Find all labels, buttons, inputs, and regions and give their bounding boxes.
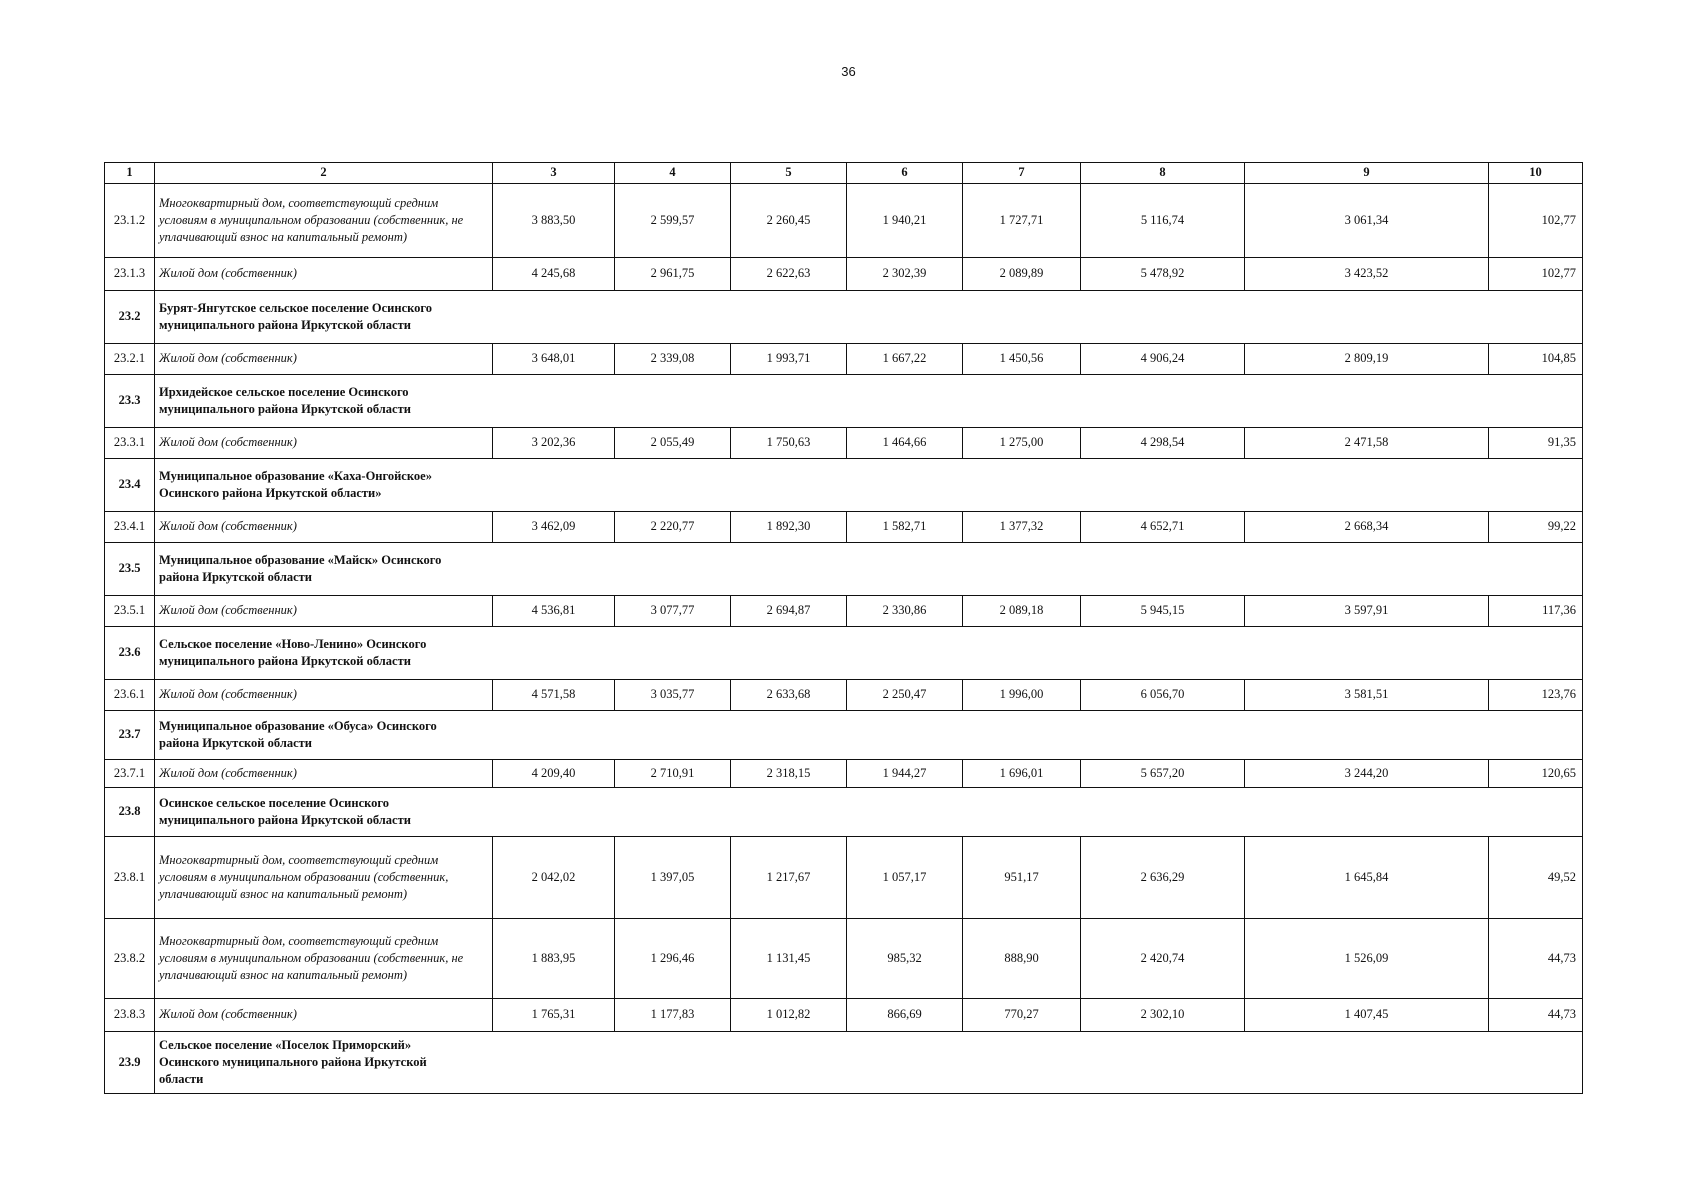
- value-cell-col-6: 2 302,39: [847, 258, 963, 291]
- row-code: 23.8.3: [105, 999, 155, 1032]
- section-title-cell: [155, 291, 1583, 344]
- section-code: 23.3: [105, 375, 155, 428]
- row-code: 23.2.1: [105, 344, 155, 375]
- row-name: Жилой дом (собственник): [155, 344, 493, 375]
- value-cell-col-8: 5 478,92: [1081, 258, 1245, 291]
- value-cell-col-8: 5 945,15: [1081, 596, 1245, 627]
- value-cell-col-6: 1 464,66: [847, 428, 963, 459]
- value-cell-col-10: 49,52: [1489, 837, 1583, 919]
- header-row: [105, 163, 1583, 184]
- section-code: 23.2: [105, 291, 155, 344]
- value-cell-col-10: 44,73: [1489, 919, 1583, 999]
- value-cell-col-10: 120,65: [1489, 760, 1583, 788]
- row-name: Многоквартирный дом, соответствующий средним условиям в муниципальном образовании (собственник, уплачивающий взнос на капитальный ремонт): [155, 837, 493, 919]
- value-cell-col-8: 5 657,20: [1081, 760, 1245, 788]
- row-code: 23.8.2: [105, 919, 155, 999]
- value-cell-col-10: 44,73: [1489, 999, 1583, 1032]
- value-cell-col-4: 2 055,49: [615, 428, 731, 459]
- value-cell-col-9: 3 061,34: [1245, 184, 1489, 258]
- section-title: Осинское сельское поселение Осинского муниципального района Иркутской области: [159, 795, 411, 827]
- section-title: Бурят-Янгутское сельское поселение Осинского муниципального района Иркутской области: [159, 300, 433, 332]
- value-cell-col-5: 2 633,68: [731, 680, 847, 711]
- table-row: [105, 258, 1583, 291]
- value-cell-col-6: 1 057,17: [847, 837, 963, 919]
- value-cell-col-6: 1 940,21: [847, 184, 963, 258]
- value-cell-col-3: 3 648,01: [493, 344, 615, 375]
- row-name: Многоквартирный дом, соответствующий средним условиям в муниципальном образовании (собственник, не уплачивающий взнос на капитальный ремонт): [155, 184, 493, 258]
- section-title-cell: [155, 543, 1583, 596]
- value-cell-col-10: 123,76: [1489, 680, 1583, 711]
- value-cell-col-6: 2 250,47: [847, 680, 963, 711]
- value-cell-col-8: 4 652,71: [1081, 512, 1245, 543]
- value-cell-col-10: 91,35: [1489, 428, 1583, 459]
- value-cell-col-6: 1 944,27: [847, 760, 963, 788]
- value-cell-col-10: 99,22: [1489, 512, 1583, 543]
- row-name: Жилой дом (собственник): [155, 428, 493, 459]
- value-cell-col-8: 2 302,10: [1081, 999, 1245, 1032]
- value-cell-col-5: 2 260,45: [731, 184, 847, 258]
- section-code: 23.9: [105, 1032, 155, 1094]
- column-header: 9: [1245, 163, 1489, 184]
- value-cell-col-4: 2 339,08: [615, 344, 731, 375]
- table-row: [105, 760, 1583, 788]
- row-name: Жилой дом (собственник): [155, 760, 493, 788]
- table-row: [105, 344, 1583, 375]
- row-code: 23.1.3: [105, 258, 155, 291]
- value-cell-col-9: 2 809,19: [1245, 344, 1489, 375]
- section-title-cell: [155, 375, 1583, 428]
- row-code: 23.8.1: [105, 837, 155, 919]
- value-cell-col-5: 2 694,87: [731, 596, 847, 627]
- row-code: 23.7.1: [105, 760, 155, 788]
- section-code: 23.5: [105, 543, 155, 596]
- value-cell-col-9: 3 597,91: [1245, 596, 1489, 627]
- value-cell-col-6: 866,69: [847, 999, 963, 1032]
- value-cell-col-9: 2 471,58: [1245, 428, 1489, 459]
- value-cell-col-5: 2 318,15: [731, 760, 847, 788]
- value-cell-col-7: 1 377,32: [963, 512, 1081, 543]
- value-cell-col-10: 104,85: [1489, 344, 1583, 375]
- value-cell-col-10: 102,77: [1489, 258, 1583, 291]
- tariff-table: [104, 162, 1583, 1094]
- value-cell-col-4: 1 296,46: [615, 919, 731, 999]
- value-cell-col-3: 2 042,02: [493, 837, 615, 919]
- value-cell-col-7: 1 696,01: [963, 760, 1081, 788]
- section-row: [105, 375, 1583, 428]
- value-cell-col-3: 3 883,50: [493, 184, 615, 258]
- section-title: Муниципальное образование «Обуса» Осинского района Иркутской области: [159, 718, 437, 750]
- row-code: 23.3.1: [105, 428, 155, 459]
- value-cell-col-3: 4 245,68: [493, 258, 615, 291]
- value-cell-col-4: 2 220,77: [615, 512, 731, 543]
- value-cell-col-7: 1 450,56: [963, 344, 1081, 375]
- value-cell-col-9: 1 407,45: [1245, 999, 1489, 1032]
- value-cell-col-8: 2 420,74: [1081, 919, 1245, 999]
- row-name: Жилой дом (собственник): [155, 596, 493, 627]
- value-cell-col-7: 1 996,00: [963, 680, 1081, 711]
- value-cell-col-3: 4 571,58: [493, 680, 615, 711]
- value-cell-col-7: 951,17: [963, 837, 1081, 919]
- table-row: [105, 596, 1583, 627]
- value-cell-col-7: 2 089,89: [963, 258, 1081, 291]
- column-header: 1: [105, 163, 155, 184]
- row-code: 23.4.1: [105, 512, 155, 543]
- section-code: 23.7: [105, 711, 155, 760]
- column-header: 2: [155, 163, 493, 184]
- value-cell-col-6: 2 330,86: [847, 596, 963, 627]
- row-code: 23.1.2: [105, 184, 155, 258]
- tariff-table-wrapper: [104, 162, 1582, 1094]
- section-code: 23.4: [105, 459, 155, 512]
- section-title-cell: [155, 711, 1583, 760]
- column-header: 5: [731, 163, 847, 184]
- value-cell-col-5: 1 012,82: [731, 999, 847, 1032]
- value-cell-col-5: 2 622,63: [731, 258, 847, 291]
- section-row: [105, 711, 1583, 760]
- value-cell-col-3: 1 765,31: [493, 999, 615, 1032]
- value-cell-col-8: 5 116,74: [1081, 184, 1245, 258]
- section-code: 23.8: [105, 788, 155, 837]
- column-header: 8: [1081, 163, 1245, 184]
- table-row: [105, 999, 1583, 1032]
- value-cell-col-3: 1 883,95: [493, 919, 615, 999]
- value-cell-col-6: 985,32: [847, 919, 963, 999]
- value-cell-col-9: 1 645,84: [1245, 837, 1489, 919]
- table-row: [105, 512, 1583, 543]
- value-cell-col-9: 3 244,20: [1245, 760, 1489, 788]
- table-body: [105, 163, 1583, 1094]
- value-cell-col-3: 4 209,40: [493, 760, 615, 788]
- section-row: [105, 291, 1583, 344]
- column-header: 6: [847, 163, 963, 184]
- section-row: [105, 459, 1583, 512]
- section-title: Муниципальное образование «Каха-Онгойское» Осинского района Иркутской области»: [159, 468, 432, 500]
- value-cell-col-5: 1 131,45: [731, 919, 847, 999]
- value-cell-col-5: 1 750,63: [731, 428, 847, 459]
- value-cell-col-7: 2 089,18: [963, 596, 1081, 627]
- value-cell-col-8: 2 636,29: [1081, 837, 1245, 919]
- value-cell-col-5: 1 217,67: [731, 837, 847, 919]
- value-cell-col-3: 3 202,36: [493, 428, 615, 459]
- value-cell-col-5: 1 892,30: [731, 512, 847, 543]
- section-title: Сельское поселение «Поселок Приморский» Осинского муниципального района Иркутской области: [159, 1037, 427, 1087]
- page-number: 36: [841, 64, 856, 79]
- value-cell-col-4: 2 710,91: [615, 760, 731, 788]
- value-cell-col-4: 2 599,57: [615, 184, 731, 258]
- value-cell-col-8: 4 906,24: [1081, 344, 1245, 375]
- column-header: 7: [963, 163, 1081, 184]
- table-row: [105, 680, 1583, 711]
- row-code: 23.5.1: [105, 596, 155, 627]
- value-cell-col-4: 1 177,83: [615, 999, 731, 1032]
- section-title-cell: [155, 788, 1583, 837]
- section-title: Муниципальное образование «Майск» Осинского района Иркутской области: [159, 552, 442, 584]
- value-cell-col-7: 770,27: [963, 999, 1081, 1032]
- table-row: [105, 184, 1583, 258]
- row-name: Многоквартирный дом, соответствующий средним условиям в муниципальном образовании (собственник, не уплачивающий взнос на капитальный ремонт): [155, 919, 493, 999]
- row-code: 23.6.1: [105, 680, 155, 711]
- column-header: 10: [1489, 163, 1583, 184]
- value-cell-col-4: 2 961,75: [615, 258, 731, 291]
- value-cell-col-9: 2 668,34: [1245, 512, 1489, 543]
- value-cell-col-3: 3 462,09: [493, 512, 615, 543]
- table-row: [105, 428, 1583, 459]
- value-cell-col-6: 1 667,22: [847, 344, 963, 375]
- table-row: [105, 919, 1583, 999]
- value-cell-col-10: 117,36: [1489, 596, 1583, 627]
- value-cell-col-7: 888,90: [963, 919, 1081, 999]
- section-title-cell: [155, 627, 1583, 680]
- section-row: [105, 627, 1583, 680]
- section-title-cell: [155, 1032, 1583, 1094]
- value-cell-col-7: 1 727,71: [963, 184, 1081, 258]
- column-header: 4: [615, 163, 731, 184]
- section-title: Ирхидейское сельское поселение Осинского муниципального района Иркутской области: [159, 384, 411, 416]
- value-cell-col-4: 3 035,77: [615, 680, 731, 711]
- section-title: Сельское поселение «Ново-Ленино» Осинского муниципального района Иркутской области: [159, 636, 427, 668]
- value-cell-col-6: 1 582,71: [847, 512, 963, 543]
- value-cell-col-9: 1 526,09: [1245, 919, 1489, 999]
- section-code: 23.6: [105, 627, 155, 680]
- section-row: [105, 788, 1583, 837]
- table-row: [105, 837, 1583, 919]
- value-cell-col-4: 3 077,77: [615, 596, 731, 627]
- value-cell-col-8: 6 056,70: [1081, 680, 1245, 711]
- section-row: [105, 543, 1583, 596]
- value-cell-col-9: 3 423,52: [1245, 258, 1489, 291]
- value-cell-col-10: 102,77: [1489, 184, 1583, 258]
- value-cell-col-3: 4 536,81: [493, 596, 615, 627]
- value-cell-col-5: 1 993,71: [731, 344, 847, 375]
- value-cell-col-8: 4 298,54: [1081, 428, 1245, 459]
- row-name: Жилой дом (собственник): [155, 680, 493, 711]
- value-cell-col-9: 3 581,51: [1245, 680, 1489, 711]
- row-name: Жилой дом (собственник): [155, 258, 493, 291]
- section-row: [105, 1032, 1583, 1094]
- column-header: 3: [493, 163, 615, 184]
- value-cell-col-7: 1 275,00: [963, 428, 1081, 459]
- value-cell-col-4: 1 397,05: [615, 837, 731, 919]
- section-title-cell: [155, 459, 1583, 512]
- row-name: Жилой дом (собственник): [155, 512, 493, 543]
- row-name: Жилой дом (собственник): [155, 999, 493, 1032]
